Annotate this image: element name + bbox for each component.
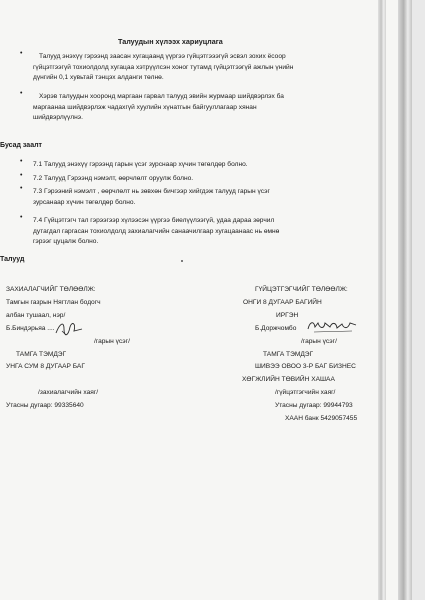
clause-line: зурсанаар хүчин төгөлдөр болно.	[33, 198, 136, 206]
client-signature-block	[6, 284, 130, 413]
paragraph-line: маргаанаа шийдвэрлэж чадахгүй хуулийн хүнатгын байгууллагаар хянан	[33, 103, 257, 111]
clause-item	[33, 174, 193, 185]
contractor-signature-block	[213, 284, 357, 426]
clause-line: 7.3 Гэрээний нэмэлт , өөрчлөлт нь зөвхөн бичгээр хийгдэж талууд гарын үсэг	[33, 188, 270, 195]
other-clauses-heading: Бусад заалт	[0, 142, 42, 149]
clause-item	[33, 187, 270, 208]
clause-line: гэрээг цуцалж болно.	[33, 238, 99, 246]
paragraph-line: Хэрэв талуудын хооронд маргаан гарвал талууд эвийн журмаар шийдвэрлэх ба	[39, 93, 284, 100]
client-signature-mark	[52, 319, 86, 339]
client-signer: Б.Биндэрьяа ....	[6, 324, 55, 332]
contractor-address: ШИВЭЭ ОВОО 3-Р БАГ БИЗНЕС	[255, 363, 356, 371]
bullet-dot: •	[20, 214, 23, 221]
client-address-caption: /захиалагчийн хаяг/	[38, 389, 99, 397]
contractor-stamp-label: ТАМГА ТЭМДЭГ	[263, 350, 314, 358]
client-stamp-label: ТАМГА ТЭМДЭГ	[16, 350, 67, 358]
bullet-dot: •	[20, 50, 23, 57]
blank-line	[6, 374, 130, 387]
responsibility-item	[33, 52, 293, 84]
contractor-title: ГҮЙЦЭТГЭГЧИЙГ ТӨЛӨӨЛЖ:	[255, 286, 348, 293]
bullet-dot: •	[20, 90, 23, 97]
contractor-org-line: ИРГЭН	[276, 311, 299, 319]
bullet-dot: •	[20, 158, 23, 165]
section-title: Талуудын хүлээх хариуцлага	[118, 37, 223, 46]
contractor-signature-mark	[306, 319, 358, 335]
clause-line: 7.1 Талууд энэхүү гэрээнд гарын үсэг зурснаар хүчин төгөлдөр болно.	[33, 161, 248, 168]
client-org-line: Тамгын газрын Нягтлан бодогч	[6, 298, 101, 306]
clause-line: 7.4 Гүйцэтгэгч тал гэрээгээр хүлээсэн үүргээ биелүүлээгүй, удаа дараа зөрчил	[33, 217, 275, 224]
client-address: УНГА СУМ 8 ДУГААР БАГ	[6, 363, 85, 371]
client-title: ЗАХИАЛАГЧИЙГ ТӨЛӨӨЛЖ:	[6, 286, 96, 293]
paragraph-line: дүнгийн 0,1 хувьтай тэнцэх алданги төлнө.	[33, 74, 164, 82]
contractor-address: ХӨГЖЛИЙН ТӨВИЙН ХАШАА	[242, 376, 335, 384]
client-signature-caption: /гарын үсэг/	[94, 337, 130, 345]
contractor-phone: Утасны дугаар: 99944793	[275, 402, 353, 410]
responsibility-item	[33, 92, 284, 124]
contractor-org-line: ОНГИ 8 ДУГААР БАГИЙН	[243, 298, 322, 306]
clause-item	[33, 160, 248, 171]
page-stack-edge	[398, 0, 412, 600]
paragraph-line: Талууд энэхүү гэрээнд заасан хугацаанд үүргээ гүйцэтгэээгүй эсвэл зохих ёсоор	[39, 53, 286, 60]
contractor-bank: ХААН банк 5429057455	[285, 415, 358, 423]
clause-item	[33, 216, 279, 248]
parties-heading: Талууд	[0, 256, 25, 263]
client-org-line: албан тушаал, нэр/	[6, 311, 66, 319]
contractor-signer: Б.Доржчомбо	[255, 324, 297, 332]
clause-line: 7.2 Талууд Гэрээнд нэмэлт, өөрчлөлт оруулж болно.	[33, 175, 194, 182]
bullet-dot: •	[20, 172, 23, 179]
paragraph-line: шийдвэрлүүлнэ.	[33, 114, 83, 122]
speck	[181, 260, 183, 262]
clause-line: дутагдал гаргасан тохиолдолд захиалагчийн санаачилгаар хугацаанаас нь өмнө	[33, 227, 280, 235]
bullet-dot: •	[20, 185, 23, 192]
paragraph-line: гүйцэтгээгүй тохиолдолд хугацаа хэтрүүлсэн хоног тутамд гүйцэтгээгүй ажлын үнийн	[33, 63, 294, 71]
scan-border	[412, 0, 425, 600]
contractor-signature-caption: /гарын үсэг/	[301, 337, 337, 345]
page-stack-edge	[378, 0, 386, 600]
contractor-address-caption: /гүйцэтгэгчийн хаяг/	[275, 389, 336, 397]
client-phone: Утасны дугаар: 99335640	[6, 402, 84, 410]
